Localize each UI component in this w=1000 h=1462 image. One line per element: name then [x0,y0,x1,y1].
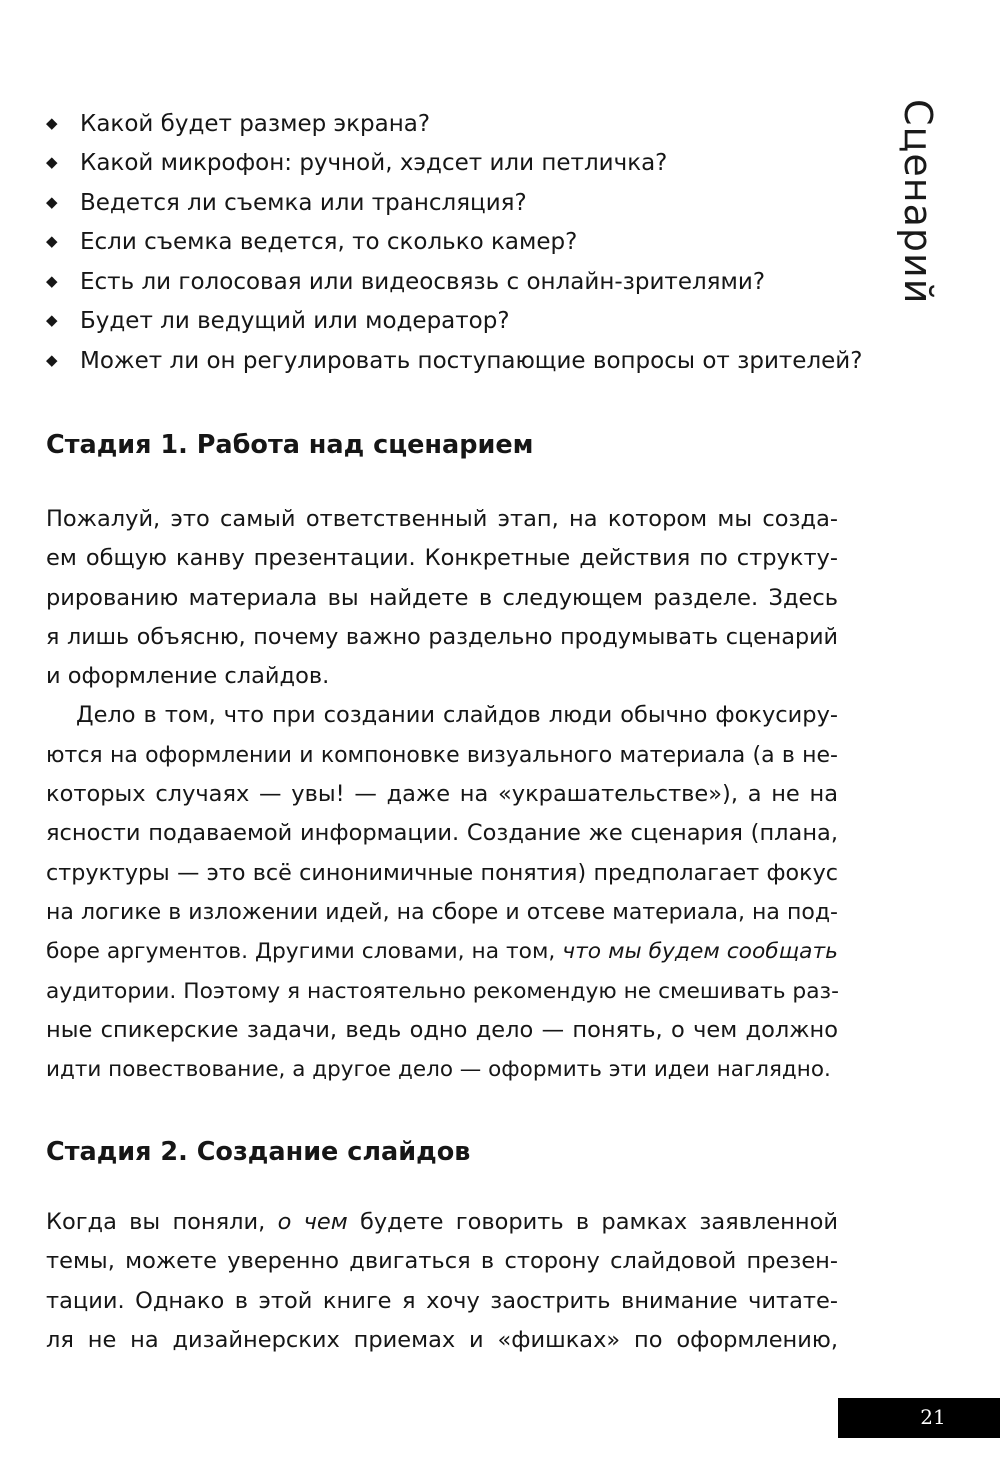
list-item-text: Может ли он регулировать поступающие вопросы от зрителей? [80,347,863,374]
list-item [46,302,866,342]
italic-emphasis: что мы будем сообщать [562,939,838,965]
text-line: и оформление слайдов. [46,663,330,690]
text-line: на логике в изложении идей, на сборе и отсеве материала, на под- [46,899,838,925]
diamond-bullet-icon: ◆ [46,153,58,172]
list-item-text: Есть ли голосовая или видеосвязь с онлайн-зрителями? [80,268,766,295]
text-line: идти повествование, а другое дело — оформить эти идеи наглядно. [46,1057,831,1083]
diamond-bullet-icon: ◆ [46,192,58,211]
diamond-bullet-icon: ◆ [46,271,58,290]
text-line [46,1203,838,1242]
text-line: ем общую канву презентации. Конкретные действия по структу- [46,545,838,572]
text-line [46,932,838,971]
list-item [46,341,866,381]
section-heading-stage-1: Стадия 1. Работа над сценарием [46,430,534,460]
list-item-text: Ведется ли съемка или трансляция? [80,189,527,216]
list-item [46,144,866,184]
text-line: Пожалуй, это самый ответственный этап, на котором мы созда- [46,506,838,532]
text-line: тации. Однако в этой книге я хочу заострить внимание читате- [46,1287,838,1314]
diamond-bullet-icon: ◆ [46,113,58,132]
list-item [46,262,866,302]
list-item-text: Какой микрофон: ручной, хэдсет или петличка? [80,150,668,177]
page-number: 21 [920,1405,946,1429]
section-2-body [46,1203,838,1360]
section-heading-stage-2: Стадия 2. Создание слайдов [46,1137,471,1167]
text-line: ля не на дизайнерских приемах и «фишках» по оформлению, [46,1326,838,1353]
list-item [46,104,866,144]
text-line: структуры — это всё синонимичные понятия) предполагает фокус [46,859,838,886]
page-number-tab [838,1398,1000,1438]
list-item-text: Если съемка ведется, то сколько камер? [80,229,578,256]
text-line: ясности подаваемой информации. Создание же сценария (плана, [46,820,838,847]
diamond-bullet-icon: ◆ [46,232,58,251]
text-line: Дело в том, что при создании слайдов люди обычно фокусиру- [76,702,838,729]
section-1-body [46,500,838,1089]
list-item-text: Будет ли ведущий или модератор? [80,308,510,335]
list-item [46,223,866,263]
text-line: ются на оформлении и компоновке визуального материала (а в не- [46,742,838,768]
text-line: аудитории. Поэтому я настоятельно рекомендую не смешивать раз- [46,978,839,1004]
diamond-bullet-icon: ◆ [46,350,58,369]
text-line: ные спикерские задачи, ведь одно дело — понять, о чем должно [46,1016,838,1043]
chapter-side-title: Сценарий [896,99,940,305]
text-run: боре аргументов. Другими словами, на том, [46,939,563,965]
text-run: будете говорить в рамках заявленной [347,1209,838,1235]
text-line: которых случаях — увы! — даже на «украшательстве»), а не на [46,781,838,808]
diamond-bullet-icon: ◆ [46,311,58,330]
text-line: я лишь объясню, почему важно раздельно продумывать сценарий [46,623,838,650]
list-item [46,183,866,223]
text-line: рированию материала вы найдете в следующем разделе. Здесь [46,584,838,611]
italic-emphasis: о чем [277,1209,348,1235]
question-list [46,104,866,381]
text-run: Когда вы поняли, [46,1209,278,1235]
text-line: темы, можете уверенно двигаться в сторону слайдовой презен- [46,1248,838,1275]
list-item-text: Какой будет размер экрана? [80,110,431,137]
